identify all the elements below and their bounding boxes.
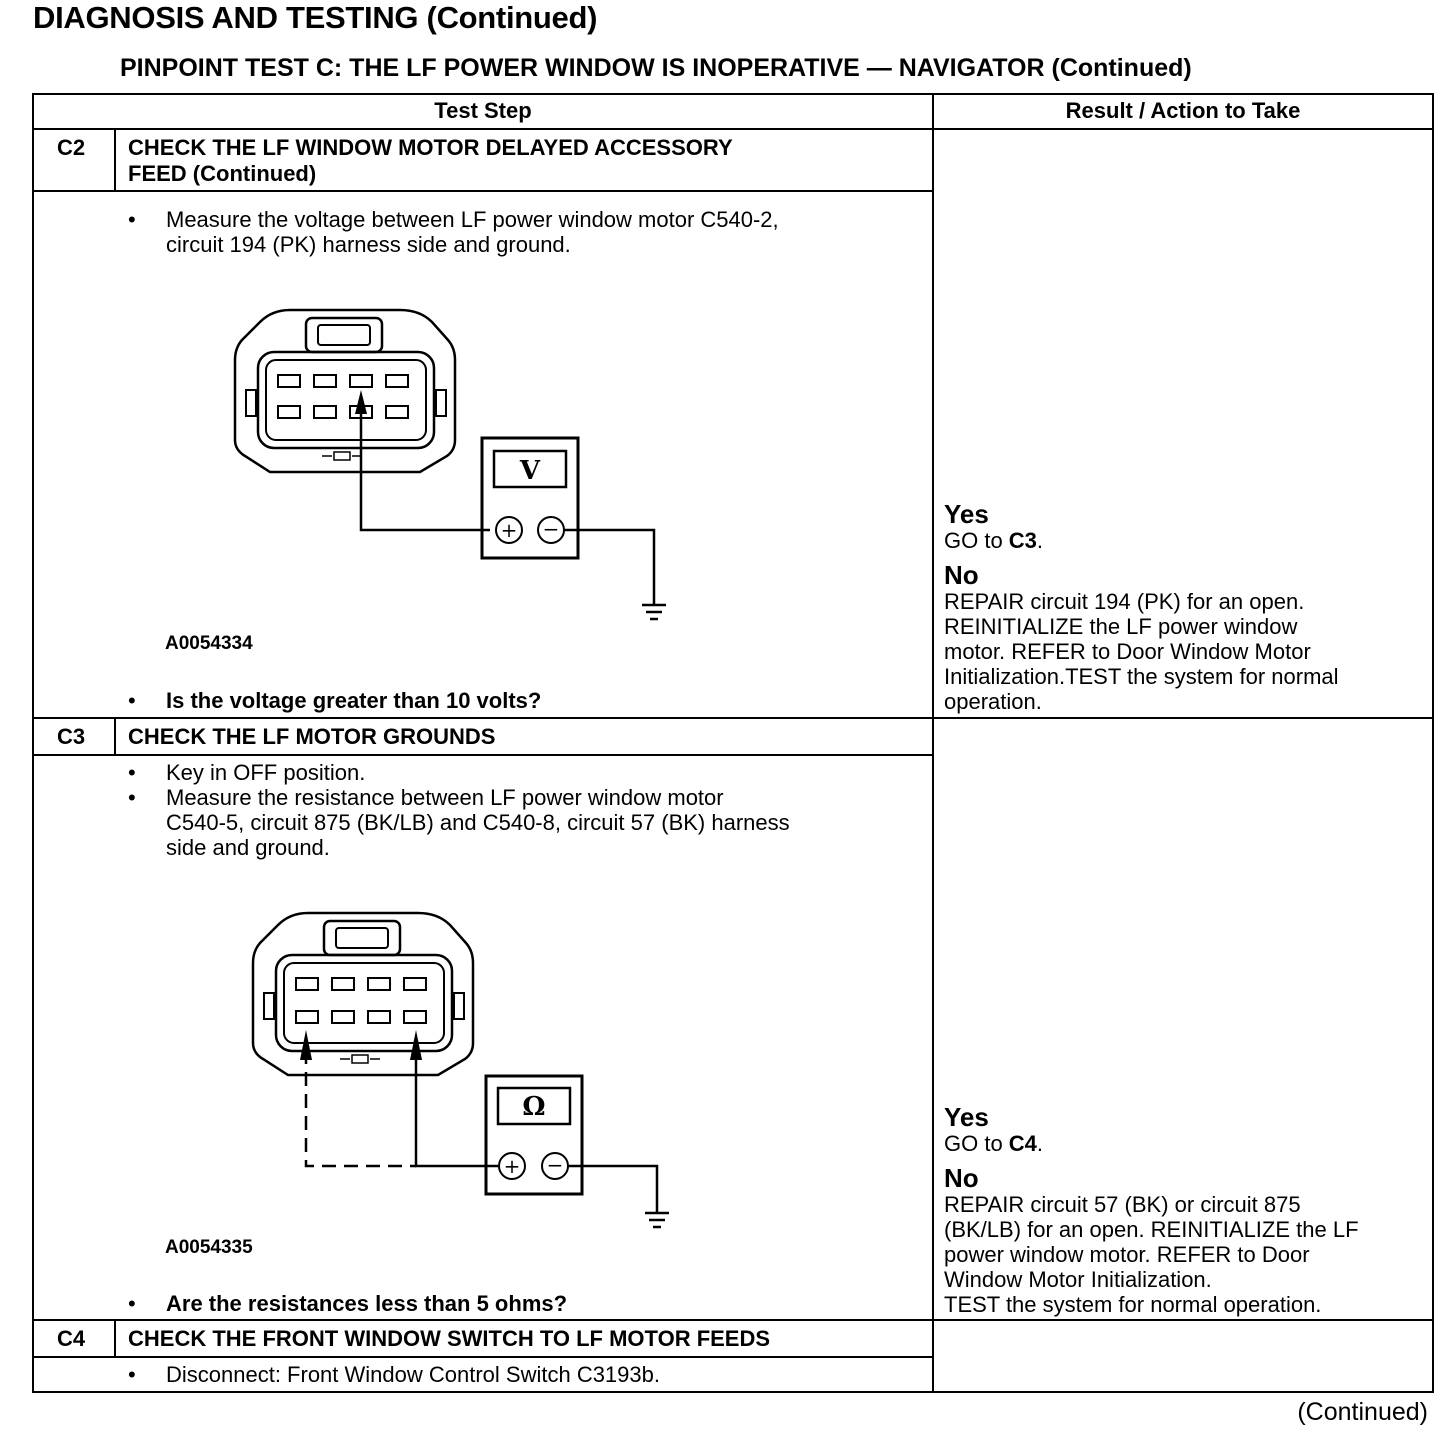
c2-voltmeter-diagram: [230, 305, 690, 625]
header-result: Result / Action to Take: [1065, 98, 1301, 123]
result-c3-yes-action: GO to C4.: [944, 1131, 1044, 1156]
ohmmeter-symbol: Ω: [522, 1092, 546, 1122]
figure-id-c3: A0054335: [165, 1237, 253, 1258]
step-title-c2: CHECK THE LF WINDOW MOTOR DELAYED ACCESSORY FEED (Continued): [128, 135, 733, 186]
svg-text:+: +: [503, 1154, 521, 1178]
svg-text:−: −: [542, 517, 560, 541]
step-id-c2: C2: [57, 135, 86, 160]
pinpoint-test-title: PINPOINT TEST C: THE LF POWER WINDOW IS INOPERATIVE — NAVIGATOR (Continued): [120, 54, 1192, 82]
svg-text:+: +: [500, 518, 518, 542]
result-c3-no-label: No: [944, 1163, 979, 1193]
result-c2-yes-label: Yes: [944, 499, 989, 529]
step-title-c3: CHECK THE LF MOTOR GROUNDS: [128, 724, 496, 749]
step-id-c3: C3: [57, 724, 86, 749]
result-c3: Yes GO to C4. No REPAIR circuit 57 (BK) or circuit 875 (BK/LB) for an open. REINITIALIZE the LF power window motor. REFER to Door Window Motor Initialization. TEST the system for normal operation.: [944, 1102, 1359, 1317]
result-c2-yes-action: GO to C3.: [944, 528, 1044, 553]
result-c2: Yes GO to C3. No REPAIR circuit 194 (PK) for an open. REINITIALIZE the LF power window motor. REFER to Door Window Motor Initialization.TEST the system for normal operation.: [944, 499, 1339, 714]
result-c2-no-label: No: [944, 560, 979, 590]
header-test-step: Test Step: [434, 98, 532, 123]
continued-label: (Continued): [1297, 1398, 1428, 1426]
svg-text:−: −: [546, 1153, 564, 1177]
c3-ohmmeter-diagram: [248, 908, 688, 1238]
result-c3-yes-label: Yes: [944, 1102, 989, 1132]
step-title-c4: CHECK THE FRONT WINDOW SWITCH TO LF MOTOR FEEDS: [128, 1326, 771, 1351]
figure-id-c2: A0054334: [165, 633, 253, 654]
page-title: DIAGNOSIS AND TESTING (Continued): [33, 0, 598, 35]
step-id-c4: C4: [57, 1326, 86, 1351]
voltmeter-symbol: V: [519, 456, 541, 486]
